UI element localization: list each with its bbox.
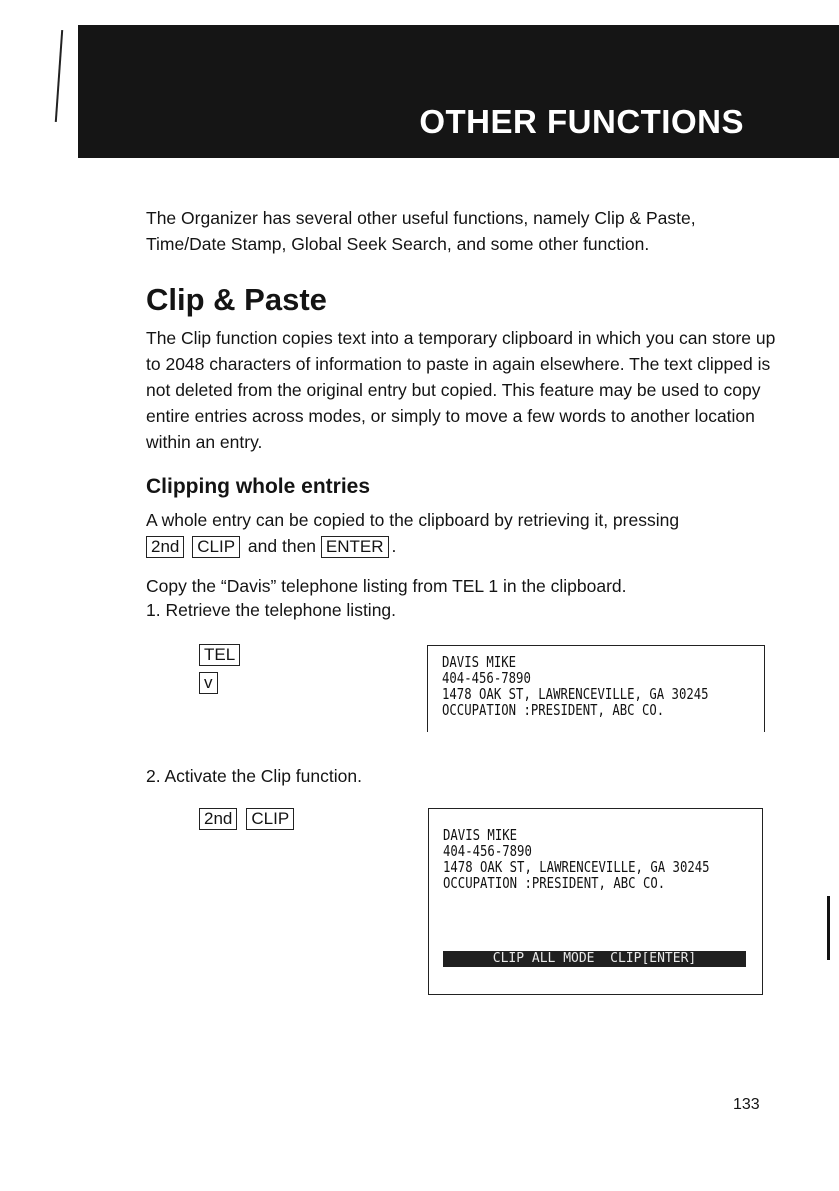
example-intro: Copy the “Davis” telephone listing from TEL 1 in the clipboard.: [146, 576, 627, 596]
step-1-text: 1. Retrieve the telephone listing.: [146, 600, 397, 620]
header-banner: [78, 25, 839, 158]
lcd-line: OCCUPATION :PRESIDENT, ABC CO.: [442, 701, 665, 719]
section-heading: Clip & Paste: [146, 282, 327, 317]
lcd-line: 1478 OAK ST, LAWRENCEVILLE, GA 30245: [443, 858, 710, 876]
subsection-heading: Clipping whole entries: [146, 475, 371, 498]
margin-rule: [55, 30, 63, 122]
lcd-line: DAVIS MIKE: [443, 826, 518, 844]
subsection-paragraph: [146, 507, 776, 559]
subsection-text-and-then: and then: [247, 536, 317, 556]
step-2-keys: [199, 808, 297, 836]
key-enter: ENTER: [321, 536, 389, 558]
margin-mark: [827, 896, 830, 960]
key-tel: TEL: [199, 644, 240, 666]
key-clip: CLIP: [246, 808, 294, 830]
step-2-text: 2. Activate the Clip function.: [146, 766, 362, 786]
key-down-arrow: v: [199, 672, 218, 694]
lcd-screen-1: [427, 645, 765, 732]
key-2nd: 2nd: [199, 808, 237, 830]
key-clip: CLIP: [192, 536, 240, 558]
lcd-menu-bar: CLIP ALL MODE CLIP[ENTER]: [443, 951, 746, 967]
step-1-keys: [199, 644, 243, 700]
lcd-line: 404-456-7890: [443, 842, 532, 860]
section-paragraph: The Clip function copies text into a temporary clipboard in which you can store up to 2048 characters of information to paste in again elsewhere. The text clipped is not deleted from the original entry but copied. This feature may be used to copy entire entries across modes, or simply to move a few words to another location within an entry.: [146, 328, 776, 452]
intro-paragraph: The Organizer has several other useful functions, namely Clip & Paste, Time/Date Stamp, Global Seek Search, and some other function.: [146, 208, 696, 254]
lcd-line: DAVIS MIKE: [442, 653, 517, 671]
lcd-line: 1478 OAK ST, LAWRENCEVILLE, GA 30245: [442, 685, 709, 703]
lcd-screen-2: [428, 808, 763, 995]
subsection-text-end: .: [391, 536, 397, 556]
lcd-line: OCCUPATION :PRESIDENT, ABC CO.: [443, 874, 666, 892]
page-title: OTHER FUNCTIONS: [419, 103, 744, 140]
key-2nd: 2nd: [146, 536, 184, 558]
page-number: 133: [733, 1096, 760, 1113]
lcd-line: 404-456-7890: [442, 669, 531, 687]
subsection-text-before: A whole entry can be copied to the clipboard by retrieving it, pressing: [146, 510, 680, 530]
